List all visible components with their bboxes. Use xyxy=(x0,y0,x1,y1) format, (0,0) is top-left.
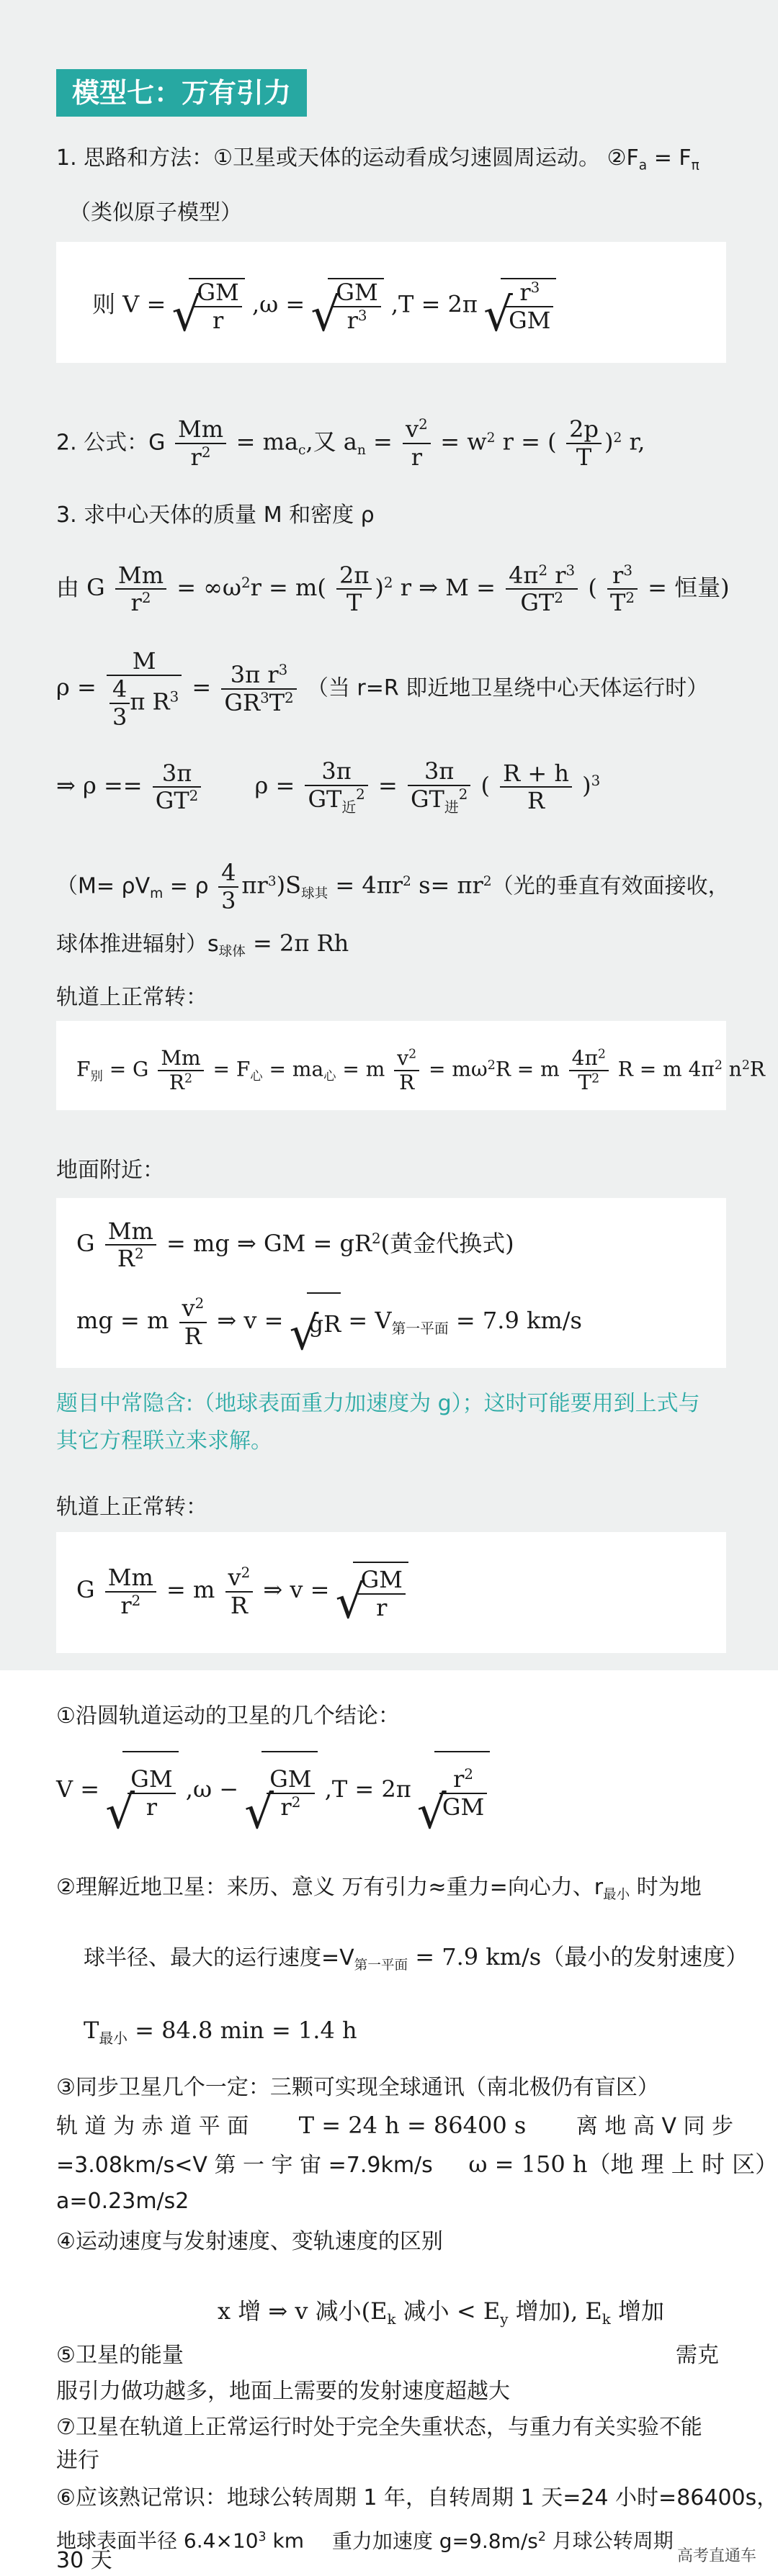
formula-box-3 xyxy=(56,1198,726,1368)
density-result xyxy=(56,756,600,816)
num-r-c: r xyxy=(555,561,566,589)
max-speed-line xyxy=(84,1935,748,1988)
frac-2p-t xyxy=(566,416,602,471)
near-earth-note: （当 r=R 即近地卫星绕中心天体运行时） xyxy=(306,675,709,701)
num-m: M xyxy=(107,648,182,676)
num-gm-e: √ GM xyxy=(267,1766,314,1794)
num-4-b: 4 xyxy=(218,860,238,888)
paren-open-2: ( xyxy=(480,771,490,799)
exp-3: 3 xyxy=(357,307,367,324)
sub-k: k xyxy=(387,2310,396,2328)
eq-m-omega: = mω xyxy=(429,1057,488,1081)
subscript-pi: π xyxy=(691,158,699,174)
exp-2y: 2 xyxy=(372,1230,381,1247)
sub-k-b: k xyxy=(602,2310,611,2328)
num-2p: 2p xyxy=(566,416,602,444)
den-r-g: R xyxy=(399,1071,415,1095)
den-gt-c: GT xyxy=(308,785,342,813)
acceleration-line: a=0.23m/s2 xyxy=(56,2189,189,2214)
frac-v2-r-d xyxy=(225,1564,254,1619)
num-2pi: 2π xyxy=(336,562,372,590)
speed-difference: ④运动速度与发射速度、变轨速度的区别 xyxy=(56,2229,443,2254)
t-eq: ,T = 2π xyxy=(390,290,478,318)
sqrt-gr-text: gR xyxy=(308,1310,341,1338)
frac-4-3 xyxy=(218,860,238,914)
den-r2: r xyxy=(190,443,202,471)
eq-m: = m xyxy=(336,1057,385,1081)
exp-2q: 2 xyxy=(184,1071,193,1086)
implies-rho: ⇒ ρ == xyxy=(56,771,143,799)
frac-4pi2r3-gt2 xyxy=(506,562,578,617)
num-gm: √ GM xyxy=(194,279,241,307)
exp-2ae: 2 xyxy=(537,2530,546,2544)
den-r3b: r xyxy=(411,443,423,471)
moon-period: 月球公转周期 xyxy=(545,2528,674,2553)
exp-3i: 3 xyxy=(267,874,277,890)
exp-2n: 2 xyxy=(458,786,468,803)
den-r-n: r xyxy=(280,1793,292,1821)
exp-2x: 2 xyxy=(135,1246,144,1263)
exp-2ab: 2 xyxy=(241,1564,251,1581)
exp-2ac: 2 xyxy=(291,1794,301,1811)
exp-3d: 3 xyxy=(623,562,632,579)
constant-note: = 恒量) xyxy=(648,573,730,601)
exp-3e: 3 xyxy=(169,688,179,706)
near-earth-satellite xyxy=(56,1866,702,1917)
conclusion-formulas xyxy=(56,1749,490,1832)
num-mm-c: Mm xyxy=(158,1047,203,1071)
eq-end: r, xyxy=(622,428,645,456)
lower-section xyxy=(0,1670,778,2576)
force-chain xyxy=(76,1042,765,1100)
radiation-text: 球体推进辐射）s xyxy=(56,932,219,957)
sub-m: m xyxy=(150,886,164,901)
s-ball: )S xyxy=(276,871,301,899)
v-eq: V = xyxy=(56,1775,100,1803)
exp-2b: 2 xyxy=(419,416,428,433)
near-earth-end: 时为地 xyxy=(630,1875,702,1900)
frac-4pi2-t2 xyxy=(569,1047,609,1094)
equatorial-text: 轨 道 为 赤 道 平 面 xyxy=(56,2114,249,2139)
sqrt-gm-r2 xyxy=(261,1751,317,1832)
hint-line-1: 题目中常隐含:（地球表面重力加速度为 g）；这时可能要用到上式与 xyxy=(56,1391,700,1416)
sub-xin: 心 xyxy=(250,1069,263,1084)
overcome-text: 需克 xyxy=(676,2343,719,2368)
exp-2t: 2 xyxy=(597,1047,606,1062)
central-mass-heading: 3. 求中心天体的质量 M 和密度 ρ xyxy=(56,503,375,528)
implies-v: ⇒ v = xyxy=(217,1307,284,1334)
den-r-m: r xyxy=(146,1793,158,1821)
x-increase: x 增 ⇒ v 减小(E xyxy=(218,2297,388,2325)
sqrt-gm-r-c xyxy=(122,1751,178,1832)
idea-method-line xyxy=(56,144,699,181)
eq-w: = w xyxy=(440,428,487,456)
exp-2aa: 2 xyxy=(131,1592,141,1609)
four-pi-r: = 4πr xyxy=(328,871,403,899)
exp-2k: 2 xyxy=(285,690,294,707)
eq-m-2: = m xyxy=(166,1576,215,1603)
frac-3pi-gt-jin xyxy=(408,758,470,816)
eq-sign: = xyxy=(192,673,212,701)
formula-box-2 xyxy=(56,1021,765,1110)
work-line: 服引力做功越多，地面上需要的发射速度超越大 xyxy=(56,2379,510,2404)
weightless-line: ⑦卫星在轨道上正常运行时处于完全失重状态，与重力有关实验不能 xyxy=(56,2415,702,2440)
common-knowledge: ⑥应该熟记常识：地球公转周期 1 年，自转周期 1 天=24 小时=86400s， xyxy=(56,2485,778,2510)
den-gm: GM xyxy=(509,306,551,334)
exp-3b: 3 xyxy=(530,279,540,297)
sub-first-b: 第一平面 xyxy=(354,1958,408,1973)
sqrt-gm-r3 xyxy=(328,278,383,334)
num-rh: R + h xyxy=(500,760,572,788)
n-text: n xyxy=(728,1057,742,1081)
orbit-heading-1: 轨道上正常转： xyxy=(56,985,207,1010)
eq-r-m: R = m xyxy=(495,1057,560,1081)
gravity-accel: 重力加速度 g=9.8m/s xyxy=(331,2528,538,2553)
den-r-i: R xyxy=(184,1322,202,1350)
den-r-f: R xyxy=(169,1071,184,1095)
light-note: （光的垂直有效面接收， xyxy=(491,873,730,899)
frac-3pi-gt2 xyxy=(153,760,202,815)
exp-2u: 2 xyxy=(591,1071,600,1086)
sub-c: c xyxy=(298,442,306,458)
g-lead-2: G xyxy=(76,1576,95,1603)
num-4: 4 xyxy=(109,676,130,704)
exp-2l: 2 xyxy=(189,788,199,805)
frac-v2-r-b xyxy=(394,1047,419,1094)
sub-xin-b: 心 xyxy=(323,1069,336,1084)
section-title: 模型七：万有引力 xyxy=(56,69,307,117)
eq-g: = G xyxy=(102,1057,149,1081)
eq-v: = V xyxy=(341,1307,392,1334)
den-r-k: R xyxy=(230,1591,248,1619)
formula-box-1 xyxy=(56,242,726,363)
sqrt-gr xyxy=(307,1292,341,1353)
num-gm-c: √ GM xyxy=(358,1567,406,1595)
frac-3pir3-gr3t2: $\frac{3\pi r^3}{GR^3T^2}$ xyxy=(221,662,296,716)
den-3: 3 xyxy=(112,703,128,731)
num-3pi: 3π xyxy=(230,661,261,689)
eq-m4pi: R = m 4π xyxy=(617,1057,715,1081)
paren-close-2: ) xyxy=(582,771,591,799)
num-mm-d: Mm xyxy=(105,1218,156,1246)
den-gt-b: GT xyxy=(155,787,189,815)
rho-eq-2: ρ = xyxy=(254,771,295,799)
exp-2c: 2 xyxy=(486,431,496,446)
exp-2h: 2 xyxy=(538,562,548,579)
g-lead: G xyxy=(76,1229,95,1257)
den-r-e: R xyxy=(527,787,545,815)
height-text: 离 地 高 V 同 步 xyxy=(576,2114,734,2139)
frac-v2-r xyxy=(403,416,431,471)
den-r-b: r xyxy=(130,589,142,617)
frac-rh-r xyxy=(500,760,572,815)
exp-2v: 2 xyxy=(714,1058,723,1073)
frac-mm-r2-e xyxy=(105,1564,156,1619)
sqrt-gm-r-b xyxy=(353,1562,408,1621)
num-mm: Mm xyxy=(175,416,226,444)
f-lead: F xyxy=(76,1057,91,1081)
num-r3: r xyxy=(519,279,531,306)
sub-ball-2: 球体 xyxy=(218,944,246,960)
exp-2j: 2 xyxy=(625,590,635,607)
s-pi-r: s= πr xyxy=(411,871,483,899)
num-4pi-b: 4π xyxy=(571,1045,598,1070)
t-eq-2: ,T = 2π xyxy=(324,1775,411,1803)
orbital-speed xyxy=(76,1561,408,1621)
num-r-d: r xyxy=(612,561,624,589)
exp-2p: 2 xyxy=(483,874,492,890)
sub-ball: 球其 xyxy=(301,886,328,901)
paren-open: ( xyxy=(588,573,597,601)
num-gm-2: √ GM xyxy=(333,279,380,307)
orbit-heading-2: 轨道上正常转： xyxy=(56,1495,207,1520)
exp-2w: 2 xyxy=(741,1058,750,1073)
num-gm-d: √ GM xyxy=(128,1766,175,1794)
sub-near: 近 xyxy=(341,798,357,816)
sub-y: y xyxy=(500,2310,509,2328)
m-rho-v: （M= ρV xyxy=(56,873,151,899)
min-period-line xyxy=(84,2009,357,2061)
sync-speed-line xyxy=(56,2150,778,2180)
min-launch: = 7.9 km/s（最小的发射速度） xyxy=(408,1943,749,1971)
increase-end: 增加 xyxy=(610,2297,664,2325)
formula-lead: 则 V = xyxy=(92,290,166,318)
num-4pi: 4π xyxy=(509,561,539,589)
frac-mm-r2-d xyxy=(105,1218,156,1273)
from-g: 由 G xyxy=(56,573,105,601)
exp-2i: 2 xyxy=(554,590,563,607)
idea-text: 1. 思路和方法：①卫星或天体的运动看成匀速圆周运动。 ②F xyxy=(56,145,639,171)
num-mm-b: Mm xyxy=(115,562,166,590)
den-t-c: T xyxy=(610,589,626,617)
sub-jin: 进 xyxy=(444,798,459,816)
implies-v-2: ⇒ v = xyxy=(263,1576,330,1603)
mg-eq-m: mg = m xyxy=(76,1307,169,1334)
num-mm-e: Mm xyxy=(105,1564,156,1593)
two-pi-rh: = 2π Rh xyxy=(245,929,349,957)
sub-min: 最小 xyxy=(603,1887,630,1903)
frac-3pi-gt-near xyxy=(305,758,367,816)
satellite-energy xyxy=(56,2341,719,2370)
frac-mm-r2-c xyxy=(158,1047,203,1094)
den-r: r xyxy=(212,306,224,334)
den-gt-d: GT xyxy=(410,785,444,813)
timezone-text: ω = 150 h（地 理 上 时 区） xyxy=(468,2151,778,2178)
exp-3j: 3 xyxy=(258,2530,267,2544)
den-t-b: T xyxy=(346,589,362,617)
equals-text: = F xyxy=(647,145,692,171)
num-v-c: v xyxy=(182,1294,195,1322)
circular-orbit-conclusions: ①沿圆轨道运动的卫星的几个结论： xyxy=(56,1703,400,1729)
exp-2ad: 2 xyxy=(464,1766,474,1783)
frac-v2-r-c xyxy=(179,1295,207,1350)
exp-3f: 3 xyxy=(278,662,288,679)
max-speed-text: 球半径、最大的运行速度=V xyxy=(84,1945,354,1971)
source-badge: 高考直通车 xyxy=(676,2547,756,2565)
den-t-d: T xyxy=(578,1071,592,1095)
den-r-l: r xyxy=(376,1593,388,1621)
earth-constants xyxy=(56,2523,674,2556)
sqrt-gm-r xyxy=(189,278,244,334)
weightless-end: 进行 xyxy=(56,2448,99,2473)
r-end: R xyxy=(749,1057,765,1081)
den-t: T xyxy=(576,443,592,471)
speed-value: = 7.9 km/s xyxy=(448,1307,582,1334)
exp-2r: 2 xyxy=(408,1047,417,1062)
ball-radiation-line xyxy=(56,929,349,967)
subscript-a: a xyxy=(638,158,648,174)
eq-sign-2: = xyxy=(377,771,398,799)
sub-bie: 别 xyxy=(90,1069,103,1084)
exp-2f: 2 xyxy=(241,575,251,591)
num-r-o: r xyxy=(453,1765,465,1793)
eq-ma: = ma xyxy=(236,428,299,456)
exp-2m: 2 xyxy=(356,786,365,803)
near-earth-text: ②理解近地卫星：来历、意义 万有引力≈重力=向心力、r xyxy=(56,1875,604,1900)
increase-text: 增加), E xyxy=(508,2297,602,2325)
num-v-d: v xyxy=(228,1563,241,1591)
equatorial-plane-line xyxy=(56,2111,733,2141)
exp-2d: 2 xyxy=(613,431,622,446)
near-ground-heading: 地面附近： xyxy=(56,1158,164,1183)
exp-2: 2 xyxy=(201,443,211,461)
den-r-j: r xyxy=(120,1591,132,1619)
frac-mm-r2-b xyxy=(115,562,166,617)
num-3pi-c: 3π xyxy=(305,758,367,786)
golden-note: (黄金代换式) xyxy=(380,1229,514,1257)
den-gt: GT xyxy=(520,589,555,617)
pi-r: πr xyxy=(241,871,268,899)
den-r3: r xyxy=(346,306,358,334)
sync-period: T = 24 h = 86400 s xyxy=(298,2112,527,2139)
exp-2s: 2 xyxy=(487,1058,496,1073)
atom-model-note: （类似原子模型） xyxy=(69,200,242,225)
exp-2z: 2 xyxy=(194,1294,205,1312)
energy-chain xyxy=(218,2297,664,2334)
den-gm-b: GM xyxy=(442,1793,485,1821)
period-value: = 84.8 min = 1.4 h xyxy=(128,2017,357,2044)
num-v: v xyxy=(406,415,419,443)
rho-eq: ρ = xyxy=(56,673,97,701)
num-v-b: v xyxy=(397,1045,409,1070)
sqrt-r3-gm xyxy=(501,278,556,334)
energy-text: ⑤卫星的能量 xyxy=(56,2343,184,2368)
frac-2pi-t xyxy=(336,562,372,617)
formula-box-4 xyxy=(56,1532,726,1653)
eq-rho: = ρ xyxy=(163,873,209,899)
t-lead: T xyxy=(84,2017,99,2044)
density-derivation xyxy=(56,648,708,730)
decrease-text: 减小 < E xyxy=(395,2297,501,2325)
eq-f: = F xyxy=(213,1057,251,1081)
golden-substitution xyxy=(76,1214,514,1272)
moon-period-value: 30 天 xyxy=(56,2548,112,2573)
exp-3g: 3 xyxy=(260,690,269,707)
den-r-h: R xyxy=(117,1245,135,1273)
exp-3h: 3 xyxy=(591,773,601,789)
hint-line-2: 其它方程联立来求解。 xyxy=(56,1428,272,1454)
sync-speed-text: =3.08km/s<V 第 一 宇 宙 =7.9km/s xyxy=(56,2153,433,2178)
frac-mm-r2 xyxy=(175,416,226,471)
frac-r3-t2 xyxy=(607,562,638,617)
eq-rm: r = m( xyxy=(250,573,326,601)
exp-2g: 2 xyxy=(383,575,393,591)
den-gr: GR xyxy=(224,689,261,717)
eq-ma-b: = ma xyxy=(262,1057,324,1081)
sqrt-r2-gm xyxy=(434,1751,490,1832)
paren-close: ) xyxy=(375,573,384,601)
omega-eq: ,ω = xyxy=(251,290,305,318)
eq-mg: = mg ⇒ GM = gR xyxy=(166,1229,372,1257)
first-cosmic-speed xyxy=(76,1292,582,1358)
mass-volume-line xyxy=(56,860,730,916)
num-3pi-d: 3π xyxy=(408,758,470,786)
num-3pi-b: 3π xyxy=(153,760,202,788)
formula-line-2: 2. 公式：G $\frac{Mm}{r^2}$ = $ma_c$,又 $a_n$ = $\frac{v^2}{r}$ = $w^2$ r = ( $\frac{2p}{T}$ )$^2$ r, xyxy=(56,415,645,471)
mass-derivation xyxy=(56,562,730,616)
earth-radius: 地球表面半径 6.4×10 xyxy=(56,2528,259,2553)
omega-minus: ,ω − xyxy=(185,1775,239,1803)
sub-n: n xyxy=(357,442,366,458)
formula-lead-2: 2. 公式：G xyxy=(56,430,166,456)
sync-satellite: ③同步卫星几个一定：三颗可实现全球通讯（南北极仍有盲区） xyxy=(56,2075,659,2100)
sub-min-b: 最小 xyxy=(99,2030,128,2047)
exp-3c: 3 xyxy=(565,562,576,579)
eq-omega: = ∞ω xyxy=(176,573,241,601)
sub-first: 第一平面 xyxy=(391,1320,449,1337)
formula-v-omega-t xyxy=(92,278,556,334)
implies-m: r ⇒ M = xyxy=(400,573,496,601)
den-3-b: 3 xyxy=(221,886,236,914)
exp-2o: 2 xyxy=(403,874,411,890)
also-an: ,又 a xyxy=(305,428,357,456)
exp-2e: 2 xyxy=(141,590,151,607)
frac-m-volume: M $\frac{4}{3}$ π $R^3$ xyxy=(107,648,182,730)
km-text: km xyxy=(266,2528,304,2553)
